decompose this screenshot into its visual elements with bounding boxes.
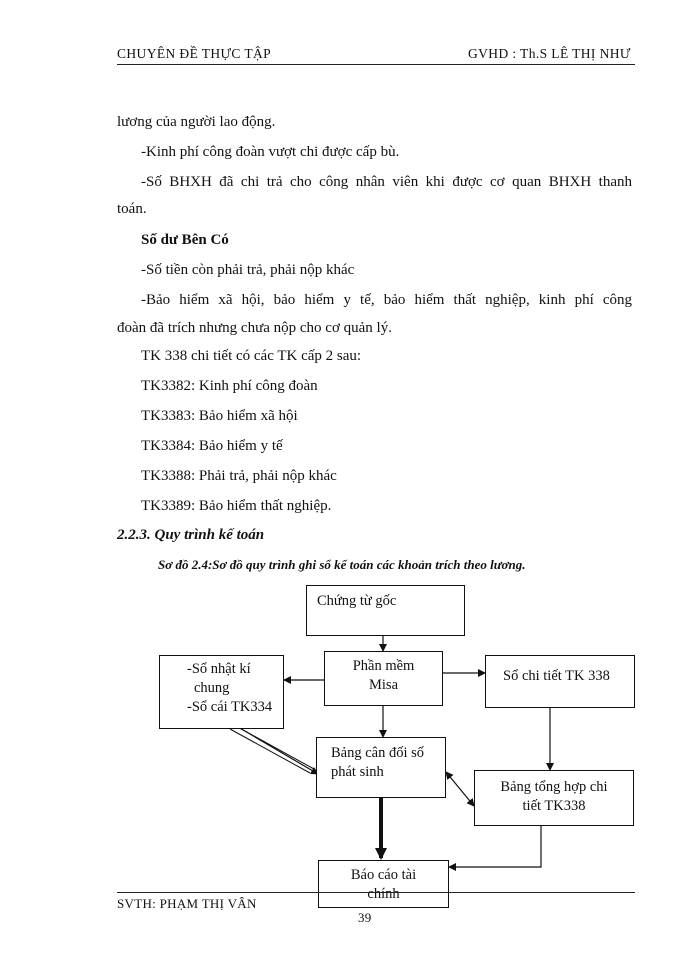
box-label: chung (194, 680, 230, 696)
subheading: Số dư Bên Có (141, 232, 229, 248)
box-label: Misa (369, 677, 398, 693)
arrow-cdps-tonghop (446, 772, 474, 806)
text-line: TK 338 chi tiết có các TK cấp 2 sau: (141, 348, 362, 364)
account-item: TK3384: Bảo hiểm y tế (141, 438, 283, 454)
box-chung-tu-goc (306, 585, 465, 636)
text-line: -Số BHXH đã chi trả cho công nhân viên khi được cơ quan BHXH thanh (141, 174, 632, 190)
text-line: -Số tiền còn phải trả, phải nộp khác (141, 262, 355, 278)
box-so-nhat-ki (159, 655, 284, 729)
box-bang-can-doi (316, 737, 446, 798)
box-label: chính (367, 886, 400, 902)
box-bao-cao (318, 860, 449, 908)
box-label: phát sinh (331, 764, 384, 780)
arrow-sonk-to-cdps-a (230, 729, 310, 773)
box-label: Bảng cân đối số (331, 745, 425, 761)
page-number: 39 (358, 910, 372, 925)
box-label: tiết TK338 (522, 798, 586, 814)
text-line: -Kinh phí công đoàn vượt chi được cấp bù. (141, 144, 400, 160)
text-line: lương của người lao động. (117, 114, 276, 130)
box-label: Bảng tổng hợp chi (500, 779, 608, 795)
footer-author: SVTH: PHẠM THỊ VÂN (117, 896, 257, 911)
arrow-tonghop-to-baocao (449, 826, 541, 867)
account-item: TK3383: Bảo hiểm xã hội (141, 408, 298, 424)
account-item: TK3389: Bảo hiểm thất nghiệp. (141, 498, 332, 514)
box-label: Chứng từ gốc (317, 593, 397, 609)
text-line: đoàn đã trích nhưng chưa nộp cho cơ quản lý. (117, 320, 392, 336)
header-right: GVHD : Th.S LÊ THỊ NHƯ (468, 46, 631, 61)
footer-divider (117, 892, 635, 893)
box-label: -Sổ cái TK334 (187, 699, 273, 715)
account-item: TK3388: Phải trả, phải nộp khác (141, 468, 337, 484)
section-heading: 2.2.3. Quy trình kế toán (117, 527, 265, 543)
box-bang-tong-hop (474, 770, 634, 826)
text-line: toán. (117, 201, 147, 217)
header-left: CHUYÊN ĐỀ THỰC TẬP (117, 46, 272, 61)
account-item: TK3382: Kinh phí công đoàn (141, 378, 318, 394)
box-label: Sổ chi tiết TK 338 (503, 668, 610, 684)
box-label: Báo cáo tài (350, 867, 417, 883)
diagram-caption: Sơ đồ 2.4:Sơ đồ quy trình ghi sổ kế toán các khoản trích theo lương. (158, 557, 526, 572)
text-line: -Bảo hiểm xã hội, bảo hiểm y tế, bảo hiểm thất nghiệp, kinh phí công (141, 292, 632, 308)
box-label: -Sổ nhật kí (187, 661, 251, 677)
box-so-chi-tiet (485, 655, 635, 708)
box-phan-mem-misa (324, 651, 443, 706)
box-label: Phần mềm (352, 658, 415, 674)
arrow-sonk-to-cdps-c (238, 727, 318, 774)
